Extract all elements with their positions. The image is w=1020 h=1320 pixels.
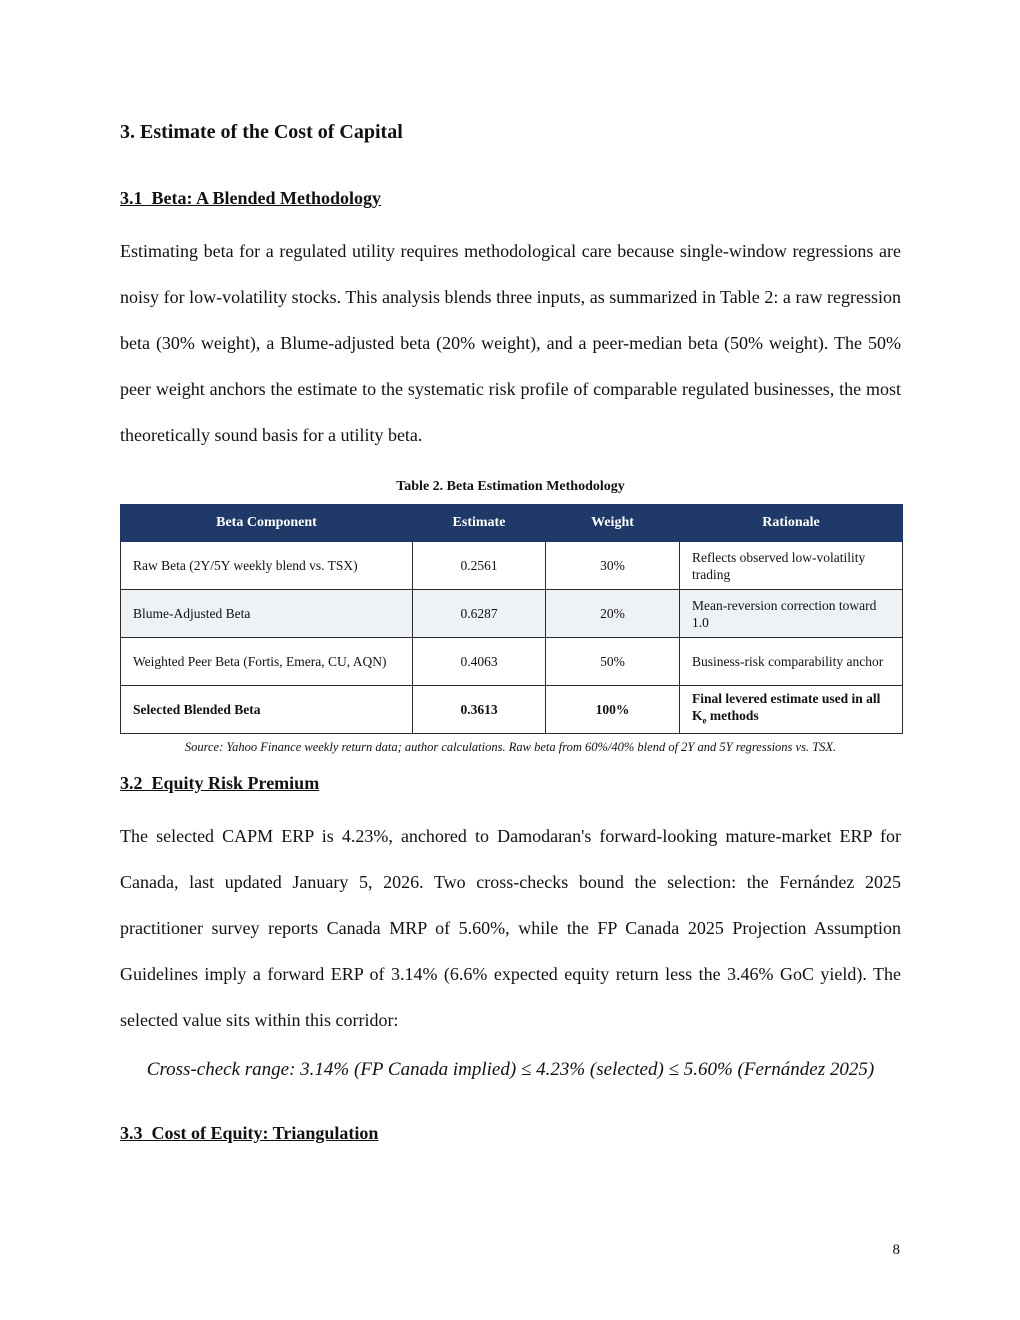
table-source-note: Source: Yahoo Finance weekly return data; author calculations. Raw beta from 60%/40% blend of 2Y and 5Y regressions vs. TSX.: [184, 740, 837, 754]
header-rationale: Rationale: [680, 505, 903, 542]
cell-weight: 30%: [546, 542, 680, 590]
cell-weight: 100%: [546, 686, 680, 734]
cross-check-range: Cross-check range: 3.14% (FP Canada implied) ≤ 4.23% (selected) ≤ 5.60% (Fernández 2025): [146, 1059, 875, 1080]
table-total-row: [121, 686, 903, 734]
rationale-subscript: e: [702, 715, 707, 726]
header-estimate: Estimate: [413, 505, 546, 542]
beta-estimation-table: [120, 504, 903, 734]
cell-rationale: [680, 686, 903, 734]
erp-paragraph: The selected CAPM ERP is 4.23%, anchored to Damodaran's forward-looking mature-market ERP for Canada, last updated January 5, 2026. Two cross-checks bound the selection: the Fernández 2025 practitioner survey reports Canada MRP of 5.60%, while the FP Canada 2025 Projection Assumption Guidelines imply a forward ERP of 3.14% (6.6% expected equity return less the 3.46% GoC yield). The selected value sits within this corridor:: [120, 826, 901, 1030]
cell-rationale: Business-risk comparability anchor: [680, 638, 903, 686]
table-2-caption: Table 2. Beta Estimation Methodology: [396, 479, 625, 494]
rationale-text: Final levered estimate used in all K: [692, 690, 881, 723]
cell-estimate: 0.4063: [413, 638, 546, 686]
cell-rationale: Mean-reversion correction toward 1.0: [680, 590, 903, 638]
header-weight: Weight: [546, 505, 680, 542]
page-number: 8: [892, 1242, 900, 1258]
cell-estimate: 0.3613: [413, 686, 546, 734]
table-row: [121, 638, 903, 686]
subsection-3-1-heading: 3.1 Beta: A Blended Methodology: [120, 188, 382, 208]
subsection-3-3-heading: 3.3 Cost of Equity: Triangulation: [120, 1123, 379, 1143]
cell-component: Blume-Adjusted Beta: [121, 590, 413, 638]
cell-estimate: 0.2561: [413, 542, 546, 590]
section-title: 3. Estimate of the Cost of Capital: [120, 121, 403, 143]
cell-rationale: Reflects observed low-volatility trading: [680, 542, 903, 590]
cell-component: Weighted Peer Beta (Fortis, Emera, CU, AQN): [121, 638, 413, 686]
cell-estimate: 0.6287: [413, 590, 546, 638]
rationale-text-end: methods: [706, 707, 759, 723]
beta-methodology-paragraph: Estimating beta for a regulated utility requires methodological care because single-window regressions are noisy for low-volatility stocks. This analysis blends three inputs, as summarized in Table 2: a raw regression beta (30% weight), a Blume-adjusted beta (20% weight), and a peer-median beta (50% weight). The 50% peer weight anchors the estimate to the systematic risk profile of comparable regulated businesses, the most theoretically sound basis for a utility beta.: [120, 241, 901, 445]
cell-weight: 50%: [546, 638, 680, 686]
cell-component: Raw Beta (2Y/5Y weekly blend vs. TSX): [121, 542, 413, 590]
table-row: [121, 590, 903, 638]
cell-component: Selected Blended Beta: [121, 686, 413, 734]
subsection-3-2-heading: 3.2 Equity Risk Premium: [120, 773, 320, 793]
table-row: [121, 542, 903, 590]
table-header-row: [121, 505, 903, 542]
header-beta-component: Beta Component: [121, 505, 413, 542]
cell-weight: 20%: [546, 590, 680, 638]
